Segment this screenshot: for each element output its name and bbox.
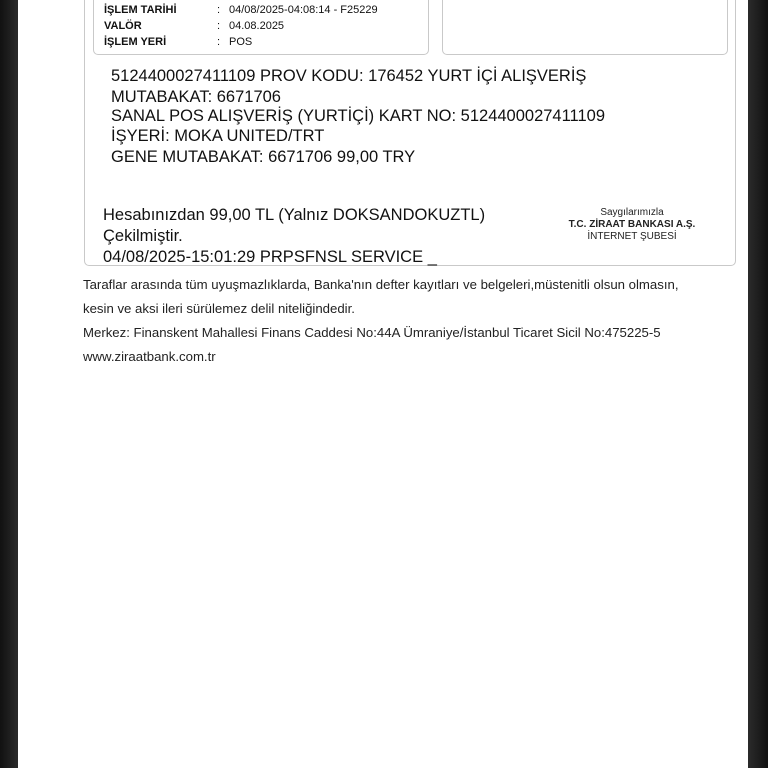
photo-edge-right: [748, 0, 768, 768]
description-line: SANAL POS ALIŞVERİŞ (YURTİÇİ) KART NO: 5124400027411109: [111, 107, 606, 125]
description-line: MUTABAKAT: 6671706: [111, 88, 281, 106]
transaction-location-value: POS: [229, 36, 253, 48]
separator: :: [217, 4, 221, 16]
debit-timestamp-line: 04/08/2025-15:01:29 PRPSFNSL SERVICE _: [103, 248, 437, 266]
value-date-value: 04.08.2025: [229, 20, 285, 32]
separator: :: [217, 20, 221, 32]
transaction-location-label: İŞLEM YERİ: [104, 36, 167, 48]
description-line: 5124400027411109 PROV KODU: 176452 YURT İÇİ ALIŞVERİŞ: [111, 67, 587, 85]
value-date-label: VALÖR: [104, 20, 142, 32]
bank-website-link[interactable]: www.ziraatbank.com.tr: [83, 349, 216, 364]
debit-amount-line: Hesabınızdan 99,00 TL (Yalnız DOKSANDOKUZTL): [103, 206, 486, 224]
description-line: GENE MUTABAKAT: 6671706 99,00 TRY: [111, 148, 416, 166]
description-line: İŞYERİ: MOKA UNITED/TRT: [111, 127, 325, 145]
transaction-date-label: İŞLEM TARİHİ: [104, 4, 177, 16]
legal-text-line: Taraflar arasında tüm uyuşmazlıklarda, Banka'nın defter kayıtları ve belgeleri,müstenitli olsun olmasın,: [83, 277, 679, 292]
separator: :: [217, 36, 221, 48]
legal-text-line: kesin ve aksi ileri sürülemez delil niteliğindedir.: [83, 301, 355, 316]
transaction-date-value: 04/08/2025-04:08:14 - F25229: [229, 4, 378, 16]
signature-branch: İNTERNET ŞUBESİ: [587, 231, 677, 242]
debit-status-line: Çekilmiştir.: [103, 227, 183, 245]
signature-greeting: Saygılarımızla: [600, 207, 664, 218]
head-office-address: Merkez: Finanskent Mahallesi Finans Caddesi No:44A Ümraniye/İstanbul Ticaret Sicil No:475225-5: [83, 325, 661, 340]
signature-bank-name: T.C. ZİRAAT BANKASI A.Ş.: [568, 219, 696, 230]
photo-edge-left: [0, 0, 18, 768]
header-right-box: [442, 0, 728, 55]
